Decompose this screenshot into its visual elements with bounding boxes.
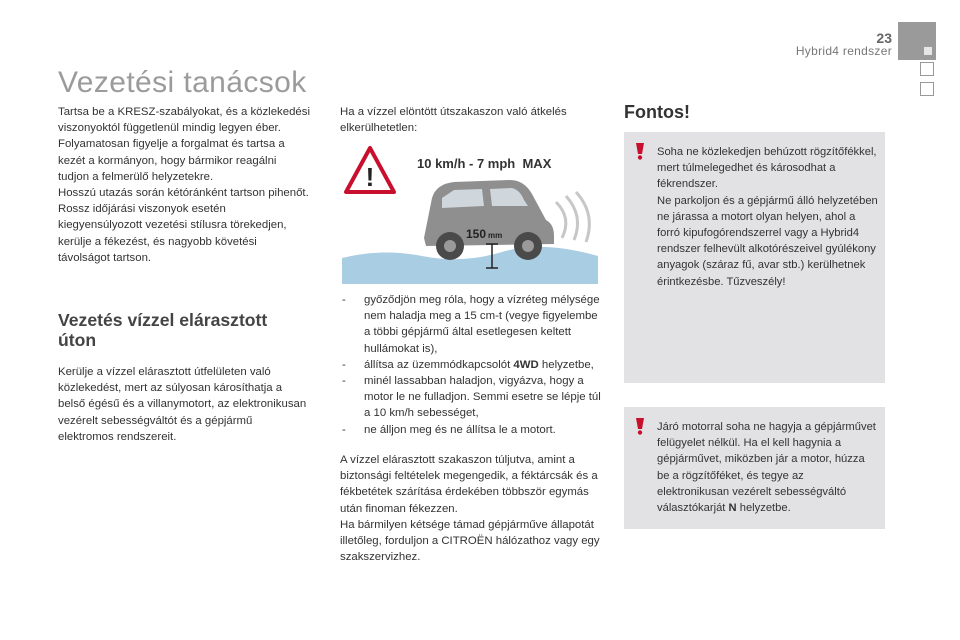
- car-icon: [424, 180, 554, 260]
- after-crossing-paragraph: A vízzel elárasztott szakaszon túljutva, amint a biztonsági feltételek megengedik, a féktárcsák és a fékbetétek szárítása érdekében többször egymás után finoman fékezzen. Ha bármilyen kétsége támad gépjárműve állapotát illetőleg, forduljon a CITROËN hálózathoz vagy egy szakszervizhez.: [340, 454, 600, 564]
- chapter-tab[interactable]: [920, 82, 934, 96]
- section-heading-flooded-road: Vezetés vízzel elárasztott úton: [58, 310, 268, 350]
- warning-exclamation-icon: [632, 417, 648, 435]
- warning-text-tail: helyzetbe.: [736, 502, 791, 515]
- list-item-text: ne álljon meg és ne állítsa le a motort.: [364, 423, 556, 436]
- warning-exclamation-icon: [632, 142, 648, 160]
- warning-triangle-icon: [346, 148, 394, 192]
- warning-box-unattended: [624, 407, 885, 529]
- flooded-road-illustration: [342, 140, 598, 284]
- list-dash: -: [342, 423, 346, 436]
- list-item-text: minél lassabban haladjon, vigyázva, hogy a motor le ne fulladjon. Semmi esetre se lépje túl a 10 km/h sebességet,: [364, 375, 601, 420]
- page-number: 23: [876, 30, 892, 46]
- chapter-tab-active[interactable]: [898, 22, 936, 60]
- flooded-crossing-steps: [340, 292, 602, 438]
- list-dash: -: [342, 375, 346, 388]
- water-surface: [342, 247, 598, 284]
- depth-unit: mm: [488, 231, 503, 240]
- list-item-text: győződjön meg róla, hogy a vízréteg mélysége nem haladja meg a 15 cm-t (vegye figyelembe a többi gépjármű által esetlegesen keltett hullámokat is),: [364, 294, 600, 355]
- warning-symbol: !: [365, 162, 375, 192]
- list-item-text-tail: helyzetbe,: [538, 358, 594, 371]
- list-item: [340, 292, 602, 357]
- warning-text: Soha ne közlekedjen behúzott rögzítőfékkel, mert túlmelegedhet és károsodhat a fékrendszer. Ne parkoljon és a gépjármű álló helyzetében ne járassa a motort olyan helyen, ahol a forró kipufogórendszerrel vagy a Hybrid4 rendszer felhevült alkotórészeivel gyúlékony anyagok (száraz fű, avar stb.) kerülhetnek érintkezésbe. Tűzveszély!: [657, 146, 878, 288]
- chapter-title: Hybrid4 rendszer: [795, 44, 892, 58]
- warning-text: [657, 419, 879, 516]
- page-title: Vezetési tanácsok: [58, 66, 307, 99]
- gear-n-label: N: [728, 502, 737, 515]
- important-heading: Fontos!: [624, 102, 690, 122]
- intro-paragraph: Tartsa be a KRESZ-szabályokat, és a közlekedési viszonyoktól függetlenül mindig legyen éber. Folyamatosan figyelje a forgalmat és tartsa a kezét a kormányon, hogy bármikor reagálni tudjon a felmerülő helyzetekre. Hosszú utazás során kétóránként tartson pihenőt. Rossz időjárási viszonyok esetén kiegyensúlyozott vezetési stílusra törekedjen, kerülje a fékezést, és nagyobb követési távolságot tartson.: [58, 106, 310, 264]
- list-item: [340, 373, 602, 422]
- splash-waves: [556, 192, 589, 242]
- mode-4wd-label: 4WD: [513, 358, 539, 371]
- depth-value: 150: [466, 227, 487, 241]
- car-in-water-diagram: [342, 140, 598, 284]
- speed-limit-label: 10 km/h - 7 mph MAX: [417, 156, 552, 171]
- warning-box-parking-brake: [624, 132, 885, 383]
- flooded-crossing-intro: Ha a vízzel elöntött útszakaszon való átkelés elkerülhetetlen:: [340, 106, 567, 135]
- list-item: [340, 357, 602, 373]
- list-item-text: állítsa az üzemmódkapcsolót: [364, 358, 514, 371]
- flooded-road-paragraph: Kerülje a vízzel elárasztott útfelületen való közlekedést, mert az súlyosan károsíthatja a belső égésű és a villanymotort, az elektronikusan vezérelt sebességváltót és a gépjármű elektromos rendszereit.: [58, 366, 307, 443]
- chapter-tab[interactable]: [920, 62, 934, 76]
- tab-marker: [924, 47, 932, 55]
- list-dash: -: [342, 294, 346, 306]
- list-item: [340, 422, 602, 438]
- warning-text-main: Járó motorral soha ne hagyja a gépjárművet felügyelet nélkül. Ha el kell hagynia a gépjárművet, miközben jár a motor, húzza be a rögzítőféket, és tegye az elektronikusan vezérelt sebességváltó választókarját: [657, 421, 876, 515]
- list-dash: -: [342, 358, 346, 371]
